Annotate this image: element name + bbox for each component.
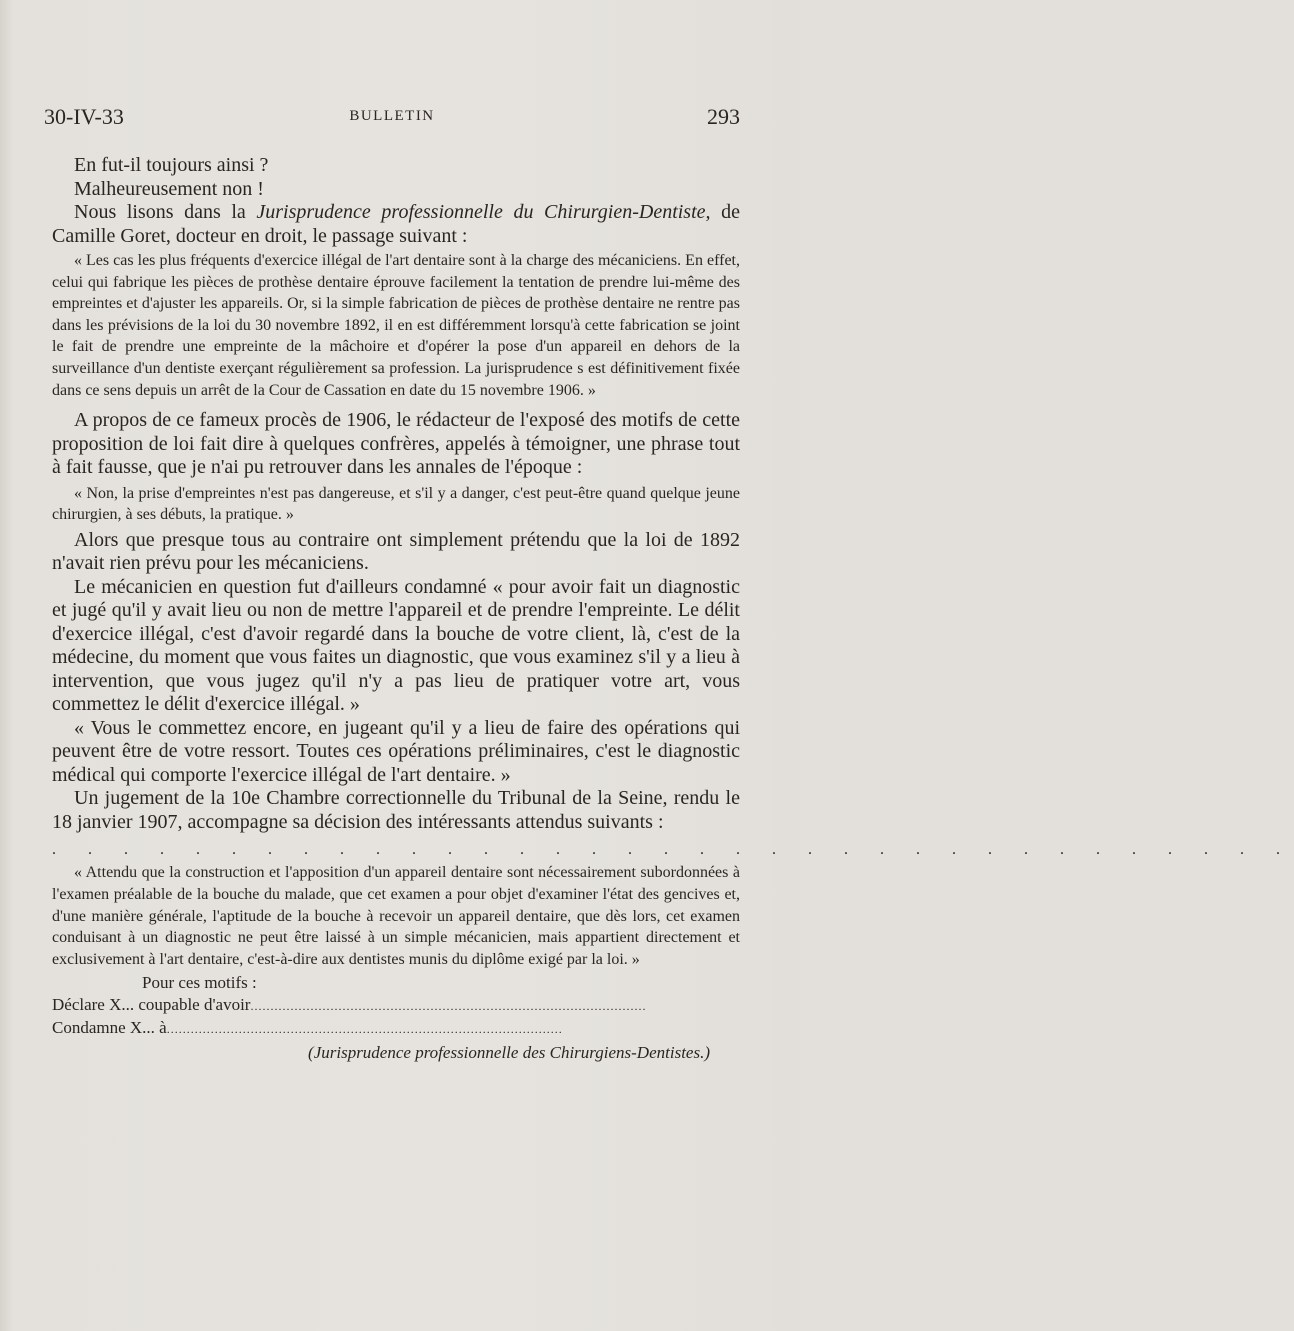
cited-work-title: Jurisprudence professionnelle du Chirurgien-Dentiste, <box>256 201 711 223</box>
paragraph: A propos de ce fameux procès de 1906, le rédacteur de l'exposé des motifs de cette proposition de loi fait dire à quelques confrères, appelés à témoigner, une phrase tout à fait fausse, que je n'ai pu retrouver dans les annales de l'époque : <box>52 409 740 479</box>
declare-line <box>52 994 740 1017</box>
article-body <box>52 154 1294 1064</box>
dot-leader: ................................................................................................... <box>166 1022 563 1037</box>
paragraph: Malheureusement non ! <box>74 177 264 200</box>
paragraph: « Vous le commettez encore, en jugeant qu'il y a lieu de faire des opérations qui peuvent être de votre ressort. Toutes ces opérations préliminaires, c'est le diagnostic médical qui comporte l'exercice illégal de l'art dentaire. » <box>52 716 740 786</box>
header-date: 30-IV-33 <box>44 104 124 129</box>
condamne-line <box>52 1017 740 1040</box>
text-run: de Camille Goret, docteur en droit, le passage suivant : <box>52 201 741 247</box>
ellipsis-row: . . . . . . . . . . . . . . . . . . . . . . . . . . . . . . . . . . . <box>52 841 1294 859</box>
condamne-text: Condamne X... à <box>52 1018 167 1038</box>
header-title: BULLETIN <box>349 108 435 124</box>
motifs-line: Pour ces motifs : <box>142 973 257 993</box>
dot-leader: ................................................................................................... <box>250 999 647 1014</box>
paragraph: Un jugement de la 10e Chambre correctionnelle du Tribunal de la Seine, rendu le 18 janvier 1907, accompagne sa décision des intéressants attendus suivants : <box>52 787 740 833</box>
source-citation: (Jurisprudence professionnelle des Chirurgiens-Dentistes.) <box>308 1043 710 1063</box>
paragraph: Alors que presque tous au contraire ont simplement prétendu que la loi de 1892 n'avait rien prévu pour les mécaniciens. <box>52 528 740 575</box>
block-quote: « Attendu que la construction et l'apposition d'un appareil dentaire sont nécessairement subordonnées à l'examen préalable de la bouche du malade, que cet examen a pour objet d'examiner l'état des gencives et, d'une manière générale, l'aptitude de la bouche à recevoir un appareil dentaire, que dès lors, cet examen conduisant à un diagnostic ne peut être laissé à un simple mécanicien, mais appartient directement et exclusivement à l'art dentaire, c'est-à-dire aux dentistes munis du diplôme exigé par la loi. » <box>52 864 740 968</box>
running-header <box>44 104 740 138</box>
paragraph: Le mécanicien en question fut d'ailleurs condamné « pour avoir fait un diagnostic et jugé qu'il y avait lieu ou non de mettre l'appareil et de prendre l'empreinte. Le délit d'exercice illégal, c'est d'avoir regardé dans la bouche de votre client, là, c'est de la médecine, du moment que vous faites un diagnostic, que vous examinez s'il y a lieu à intervention, que vous jugez qu'il n'y a pas lieu de pratiquer votre art, vous commettez le délit d'exercice illégal. » <box>52 575 740 716</box>
paragraph: En fut-il toujours ainsi ? <box>74 154 269 176</box>
paragraph <box>52 201 740 248</box>
block-quote: « Non, la prise d'empreintes n'est pas dangereuse, et s'il y a danger, c'est peut-être quand quelque jeune chirurgien, à ses débuts, la pratique. » <box>52 484 740 524</box>
block-quote: « Les cas les plus fréquents d'exercice illégal de l'art dentaire sont à la charge des mécaniciens. En effet, celui qui fabrique les pièces de prothèse dentaire éprouve facilement la tentation de prendre lui-même des empreintes et d'ajuster les appareils. Or, si la simple fabrication de pièces de prothèse dentaire ne rentre pas dans les prévisions de la loi du 30 novembre 1892, il en est différemment lorsqu'à cette fabrication se joint le fait de prendre une empreinte de la mâchoire et d'opérer la pose d'un appareil en dehors de la surveillance d'un dentiste exerçant régulièrement sa profession. La jurisprudence s est définitivement fixée dans ce sens depuis un arrêt de la Cour de Cassation en date du 15 novembre 1906. » <box>52 252 740 399</box>
text-run: Nous lisons dans la <box>74 201 257 223</box>
page-number: 293 <box>707 104 740 129</box>
declare-text: Déclare X... coupable d'avoir <box>52 995 251 1015</box>
judgment-block <box>52 972 740 1040</box>
